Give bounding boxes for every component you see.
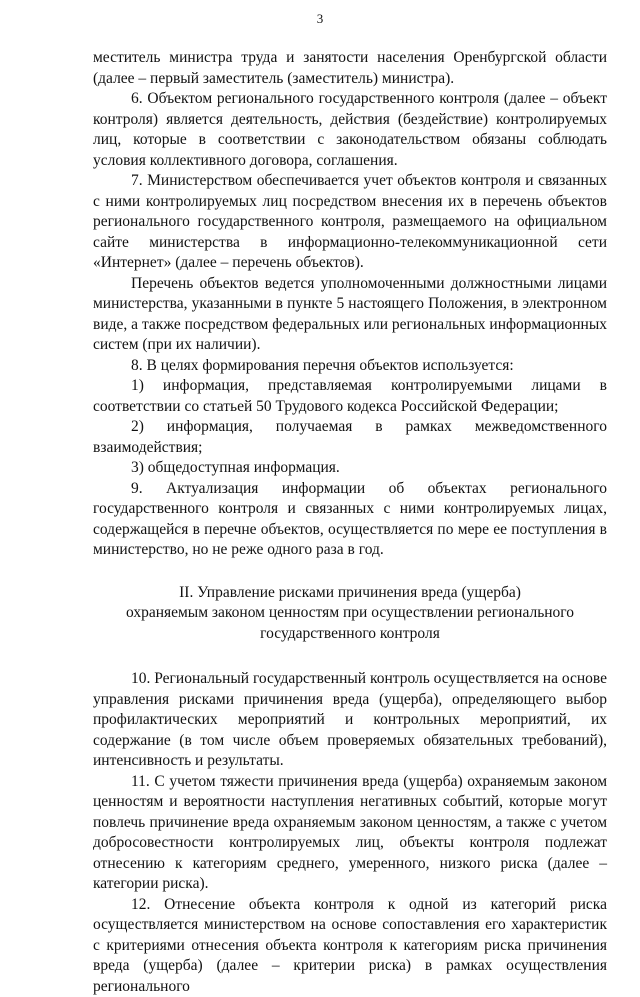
section-heading-line: государственного контроля <box>93 624 607 645</box>
paragraph-item-12: 12. Отнесение объекта контроля к одной из категорий риска осуществляется министерством на основе сопоставления его характеристик с критериями отнесения объекта контроля к категориям риска причинения вреда (ущерба) (далее – критерии риска) в рамках осуществления регионального <box>93 895 607 997</box>
paragraph-continuation: меститель министра труда и занятости населения Оренбургской области (далее – первый заместитель (заместитель) министра). <box>93 48 607 89</box>
paragraph-item-11: 11. С учетом тяжести причинения вреда (ущерба) охраняемым законом ценностям и вероятности наступления негативных событий, которые могут повлечь причинение вреда охраняемым законом ценностям, а также с учетом добросовестности контролируемых лиц, объекты контроля подлежат отнесению к категориям среднего, умеренного, низкого риска (далее – категории риска). <box>93 772 607 895</box>
paragraph-item-6: 6. Объектом регионального государственного контроля (далее – объект контроля) является деятельность, действия (бездействие) контролируемых лиц, которые в соответствии с законодательством обязаны соблюдать условия коллективного договора, соглашения. <box>93 89 607 171</box>
paragraph-item-10: 10. Региональный государственный контроль осуществляется на основе управления рисками причинения вреда (ущерба), определяющего выбор профилактических мероприятий и контрольных мероприятий, их содержание (в том числе объем проверяемых обязательных требований), интенсивность и результаты. <box>93 669 607 772</box>
paragraph-registry-maintenance: Перечень объектов ведется уполномоченными должностными лицами министерства, указанными в пункте 5 настоящего Положения, в электронном виде, а также посредством федеральных или региональных информационных систем (при их наличии). <box>93 274 607 356</box>
paragraph-item-7: 7. Министерством обеспечивается учет объектов контроля и связанных с ними контролируемых лиц посредством внесения их в перечень объектов регионального государственного контроля, размещаемого на официальном сайте министерства в информационно-телекоммуникационной сети «Интернет» (далее – перечень объектов). <box>93 171 607 274</box>
paragraph-item-8: 8. В целях формирования перечня объектов используется: <box>93 356 607 377</box>
paragraph-subitem-1: 1) информация, представляемая контролируемыми лицами в соответствии со статьей 50 Трудового кодекса Российской Федерации; <box>93 376 607 417</box>
paragraph-subitem-3: 3) общедоступная информация. <box>93 458 607 479</box>
paragraph-item-9: 9. Актуализация информации об объектах регионального государственного контроля и связанных с ними контролируемых лицах, содержащейся в перечне объектов, осуществляется по мере ее поступления в министерство, но не реже одного раза в год. <box>93 479 607 561</box>
document-body <box>93 48 607 997</box>
section-heading-line: охраняемым законом ценностям при осуществлении регионального <box>93 603 607 624</box>
page-number: 3 <box>0 11 640 27</box>
section-heading <box>93 583 607 645</box>
section-heading-line: II. Управление рисками причинения вреда (ущерба) <box>93 583 607 604</box>
paragraph-subitem-2: 2) информация, получаемая в рамках межведомственного взаимодействия; <box>93 417 607 458</box>
